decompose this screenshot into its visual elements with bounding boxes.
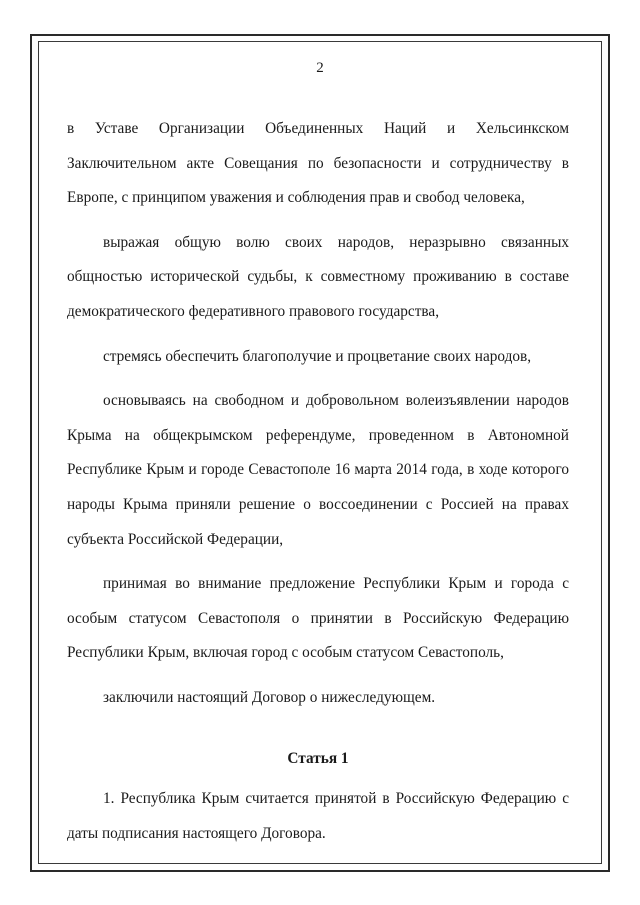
paragraph-concluded: заключили настоящий Договор о нижеследующем. [103, 688, 436, 706]
document-body [67, 112, 569, 851]
paragraph-wellbeing: стремясь обеспечить благополучие и процветание своих народов, [103, 347, 532, 365]
paragraph-proposal: принимая во внимание предложение Республики Крым и города с особым статусом Севастополя о принятии в Российскую Федерацию Республики Крым, включая город с особым статусом Севастополь, [67, 575, 569, 662]
article-clause-1: 1. Республика Крым считается принятой в Российскую Федерацию с даты подписания настоящего Договора. [67, 790, 569, 842]
paragraph-common-will: выражая общую волю своих народов, неразрывно связанных общностью исторической судьбы, к совместному проживанию в составе демократического федеративного правового государства, [67, 233, 569, 320]
paragraph-referendum: основываясь на свободном и добровольном волеизъявлении народов Крыма на общекрымском референдуме, проведенном в Автономной Республике Крым и городе Севастополе 16 марта 2014 года, в ходе которого народы Крыма приняли решение о воссоединении с Россией на правах субъекта Российской Федерации, [67, 392, 569, 548]
paragraph-charter: в Уставе Организации Объединенных Наций и Хельсинкском Заключительном акте Совещания по безопасности и сотрудничеству в Европе, с принципом уважения и соблюдения прав и свобод человека, [67, 120, 569, 207]
article-heading: Статья 1 [287, 749, 349, 767]
page-number: 2 [316, 60, 324, 76]
